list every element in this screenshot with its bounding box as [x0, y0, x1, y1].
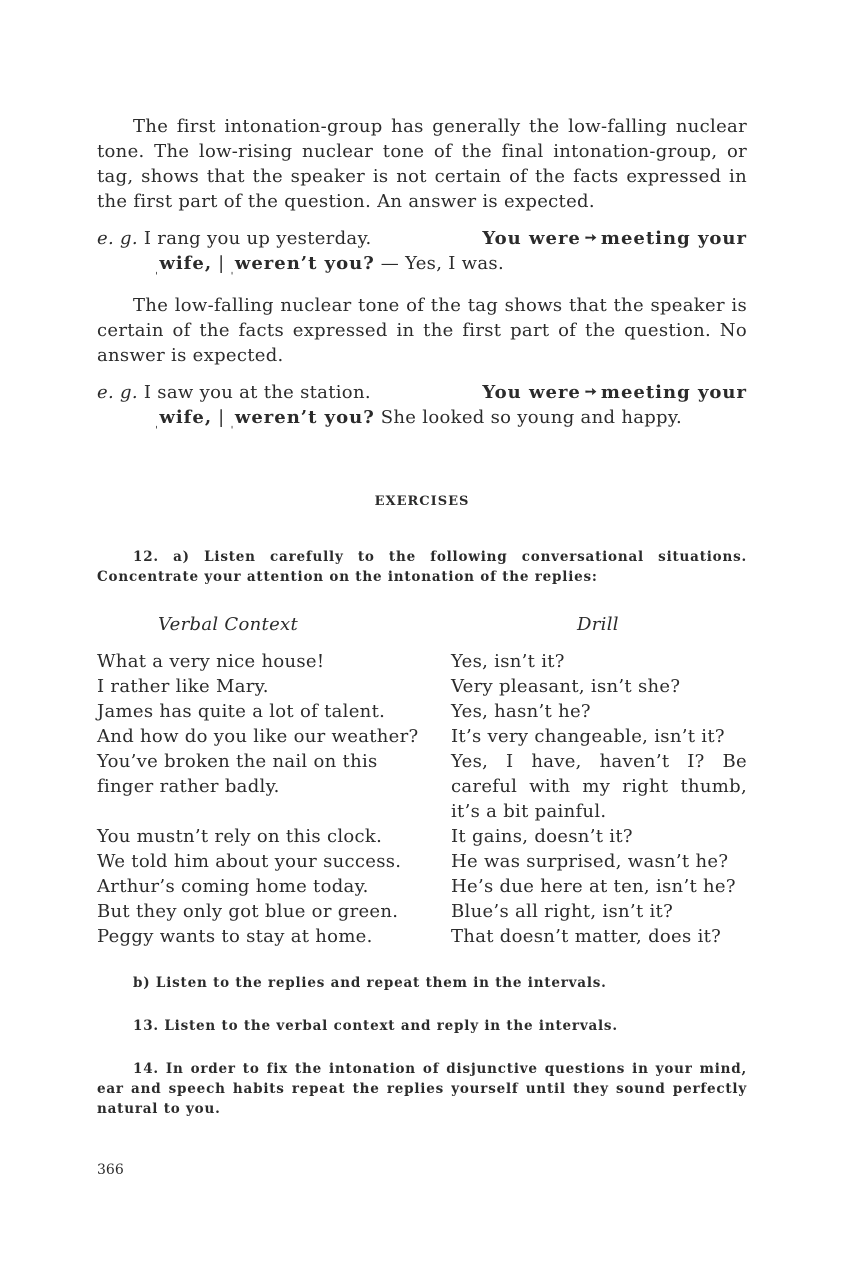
low-rise-mark-icon: ˌ	[230, 263, 234, 276]
context-cell: What a very nice house!	[97, 651, 325, 672]
exercises-heading: EXERCISES	[374, 494, 470, 509]
pause-bar-icon: |	[218, 253, 225, 274]
example-bold: meeting your	[600, 382, 747, 403]
example-lead: I rang you up yesterday.	[143, 228, 372, 249]
low-fall-mark-icon: ˌ	[230, 417, 234, 430]
example-bold: wife,	[159, 253, 213, 274]
reply-cell: It gains, doesn’t it?	[451, 826, 633, 847]
table-row	[97, 724, 747, 749]
context-cell: And how do you like our weather?	[97, 726, 419, 747]
context-cell: James has quite a lot of talent.	[97, 701, 386, 722]
example-block-2	[97, 380, 747, 436]
example-block-1	[97, 226, 747, 282]
example-lead: I saw you at the station.	[143, 382, 371, 403]
table-row	[97, 924, 747, 949]
reply-cell: He was surprised, wasn’t he?	[451, 851, 729, 872]
reply-cell: Blue’s all right, isn’t it?	[451, 901, 674, 922]
paragraph-intro: The first intonation-group has generally the low-falling nuclear tone. The low-rising nuclear tone of the final intonation-group, or tag, shows that the speaker is not certain of the facts expressed in the first part of the question. An answer is expected.	[97, 116, 747, 212]
example-bold: weren’t you?	[234, 407, 375, 428]
context-cell: You’ve broken the nail on this finger rather badly.	[97, 751, 378, 797]
reply-cell: Yes, I have, haven’t I? Be careful with my right thumb, it’s a bit painful.	[451, 751, 747, 822]
example-label: e. g.	[97, 382, 138, 403]
task-13: 13. Listen to the verbal context and reply in the intervals.	[133, 1018, 618, 1034]
reply-cell: Very pleasant, isn’t she?	[451, 676, 681, 697]
column-drill: Drill	[577, 614, 619, 635]
reply-cell: That doesn’t matter, does it?	[451, 926, 722, 947]
task-12a: 12. a) Listen carefully to the following conversational situations. Concentrate your attention on the intonation of the replies:	[97, 549, 747, 585]
reply-cell: Yes, hasn’t he?	[451, 701, 591, 722]
table-row	[97, 749, 747, 824]
low-fall-mark-icon: ˌ	[155, 417, 159, 430]
example-line	[97, 380, 747, 405]
task-12b: b) Listen to the replies and repeat them in the intervals.	[133, 975, 607, 991]
drill-table	[97, 649, 747, 949]
arrow-right-icon: ➙	[584, 384, 597, 400]
table-row	[97, 649, 747, 674]
reply-cell: It’s very changeable, isn’t it?	[451, 726, 725, 747]
context-cell: Arthur’s coming home today.	[97, 876, 369, 897]
pause-bar-icon: |	[218, 407, 225, 428]
example-tail: She looked so young and happy.	[380, 407, 682, 428]
example-bold: You were	[482, 382, 581, 403]
context-cell: Peggy wants to stay at home.	[97, 926, 373, 947]
example-line	[97, 251, 747, 282]
example-label: e. g.	[97, 228, 138, 249]
example-bold: wife,	[159, 407, 213, 428]
task-14: 14. In order to fix the intonation of disjunctive questions in your mind, ear and speech habits repeat the replies yourself until they sound perfectly natural to you.	[97, 1061, 747, 1117]
example-bold: weren’t you?	[234, 253, 375, 274]
table-row	[97, 824, 747, 849]
example-line	[97, 405, 747, 436]
table-row	[97, 874, 747, 899]
reply-cell: Yes, isn’t it?	[451, 651, 565, 672]
example-bold: You were	[482, 228, 581, 249]
example-bold: meeting your	[600, 228, 747, 249]
table-row	[97, 849, 747, 874]
table-row	[97, 899, 747, 924]
example-tail: — Yes, I was.	[380, 253, 504, 274]
column-verbal-context: Verbal Context	[158, 614, 299, 635]
page-number: 366	[97, 1162, 124, 1178]
table-row	[97, 699, 747, 724]
context-cell: We told him about your success.	[97, 851, 402, 872]
table-row	[97, 674, 747, 699]
drill-columns-header	[97, 612, 747, 637]
paragraph-second: The low-falling nuclear tone of the tag shows that the speaker is certain of the facts expressed in the first part of the question. No answer is expected.	[97, 295, 747, 366]
reply-cell: He’s due here at ten, isn’t he?	[451, 876, 736, 897]
context-cell: You mustn’t rely on this clock.	[97, 826, 383, 847]
arrow-right-icon: ➙	[584, 230, 597, 246]
example-line	[97, 226, 747, 251]
page-body	[97, 114, 747, 1119]
low-fall-mark-icon: ˌ	[155, 263, 159, 276]
context-cell: I rather like Mary.	[97, 676, 269, 697]
context-cell: But they only got blue or green.	[97, 901, 399, 922]
